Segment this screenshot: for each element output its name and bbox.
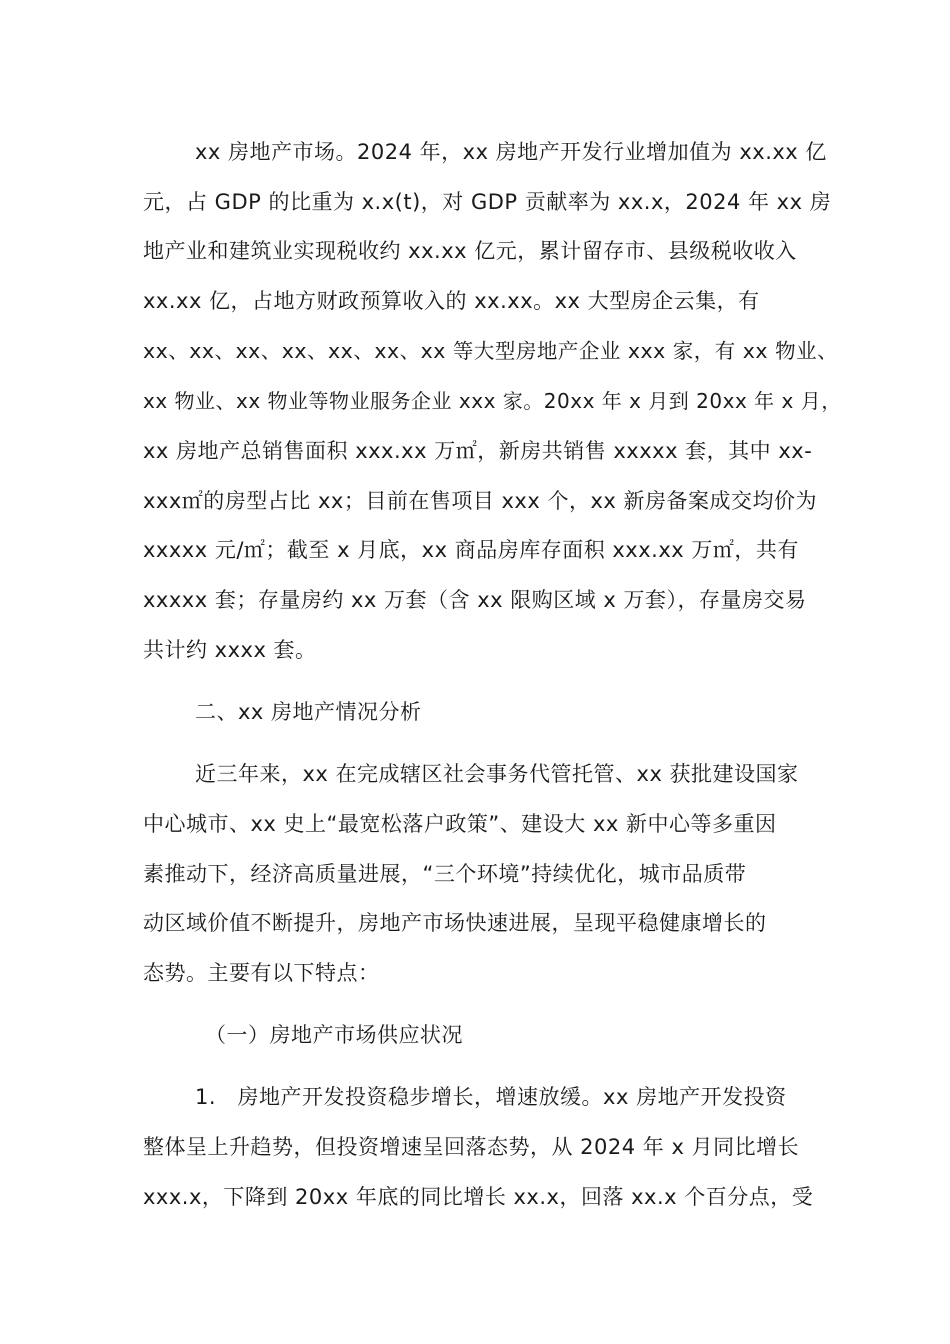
- paragraph-line: 地产业和建筑业实现税收约 xx.xx 亿元，累计留存市、县级税收收入: [143, 239, 797, 263]
- paragraph-line: xxxxx 元/㎡；截至 x 月底，xx 商品房库存面积 xxx.xx 万㎡，共有: [143, 538, 799, 562]
- paragraph-line: 共计约 xxxx 套。: [143, 638, 317, 662]
- paragraph-line: xxx㎡的房型占比 xx；目前在售项目 xxx 个，xx 新房备案成交均价为: [143, 489, 817, 513]
- paragraph-line: xx 房地产总销售面积 xxx.xx 万㎡，新房共销售 xxxxx 套，其中 xx-: [143, 439, 813, 463]
- section-heading: 二、xx 房地产情况分析: [195, 700, 422, 724]
- paragraph-line: xx.xx 亿，占地方财政预算收入的 xx.xx。xx 大型房企云集，有: [143, 289, 760, 313]
- paragraph-line: 素推动下，经济高质量进展，“三个环境”持续优化，城市品质带: [143, 862, 747, 886]
- paragraph-line: 动区域价值不断提升，房地产市场快速进展，呈现平稳健康增长的: [143, 911, 767, 935]
- numbered-item-line: 1. 房地产开发投资稳步增长，增速放缓。xx 房地产开发投资: [195, 1085, 787, 1109]
- paragraph-line: xx、xx、xx、xx、xx、xx、xx 等大型房地产企业 xxx 家，有 xx 物业、: [143, 339, 839, 363]
- paragraph-line: xx 房地产市场。2024 年，xx 房地产开发行业增加值为 xx.xx 亿: [195, 140, 827, 164]
- paragraph-line: xxxxx 套；存量房约 xx 万套（含 xx 限购区域 x 万套），存量房交易: [143, 588, 807, 612]
- paragraph-line: 近三年来，xx 在完成辖区社会事务代管托管、xx 获批建设国家: [195, 762, 799, 786]
- paragraph-line: 元，占 GDP 的比重为 x.x(t)，对 GDP 贡献率为 xx.x，2024 年 xx 房: [143, 190, 832, 214]
- paragraph-line: 中心城市、xx 史上“最宽松落户政策”、建设大 xx 新中心等多重因: [143, 812, 777, 836]
- paragraph-line: xxx.x，下降到 20xx 年底的同比增长 xx.x，回落 xx.x 个百分点，受: [143, 1185, 814, 1209]
- paragraph-line: 态势。主要有以下特点：: [143, 961, 380, 985]
- paragraph-line: 整体呈上升趋势，但投资增速呈回落态势，从 2024 年 x 月同比增长: [143, 1135, 800, 1159]
- paragraph-line: xx 物业、xx 物业等物业服务企业 xxx 家。20xx 年 x 月到 20xx 年 x 月，: [143, 389, 842, 413]
- subsection-heading: （一）房地产市场供应状况: [205, 1023, 463, 1047]
